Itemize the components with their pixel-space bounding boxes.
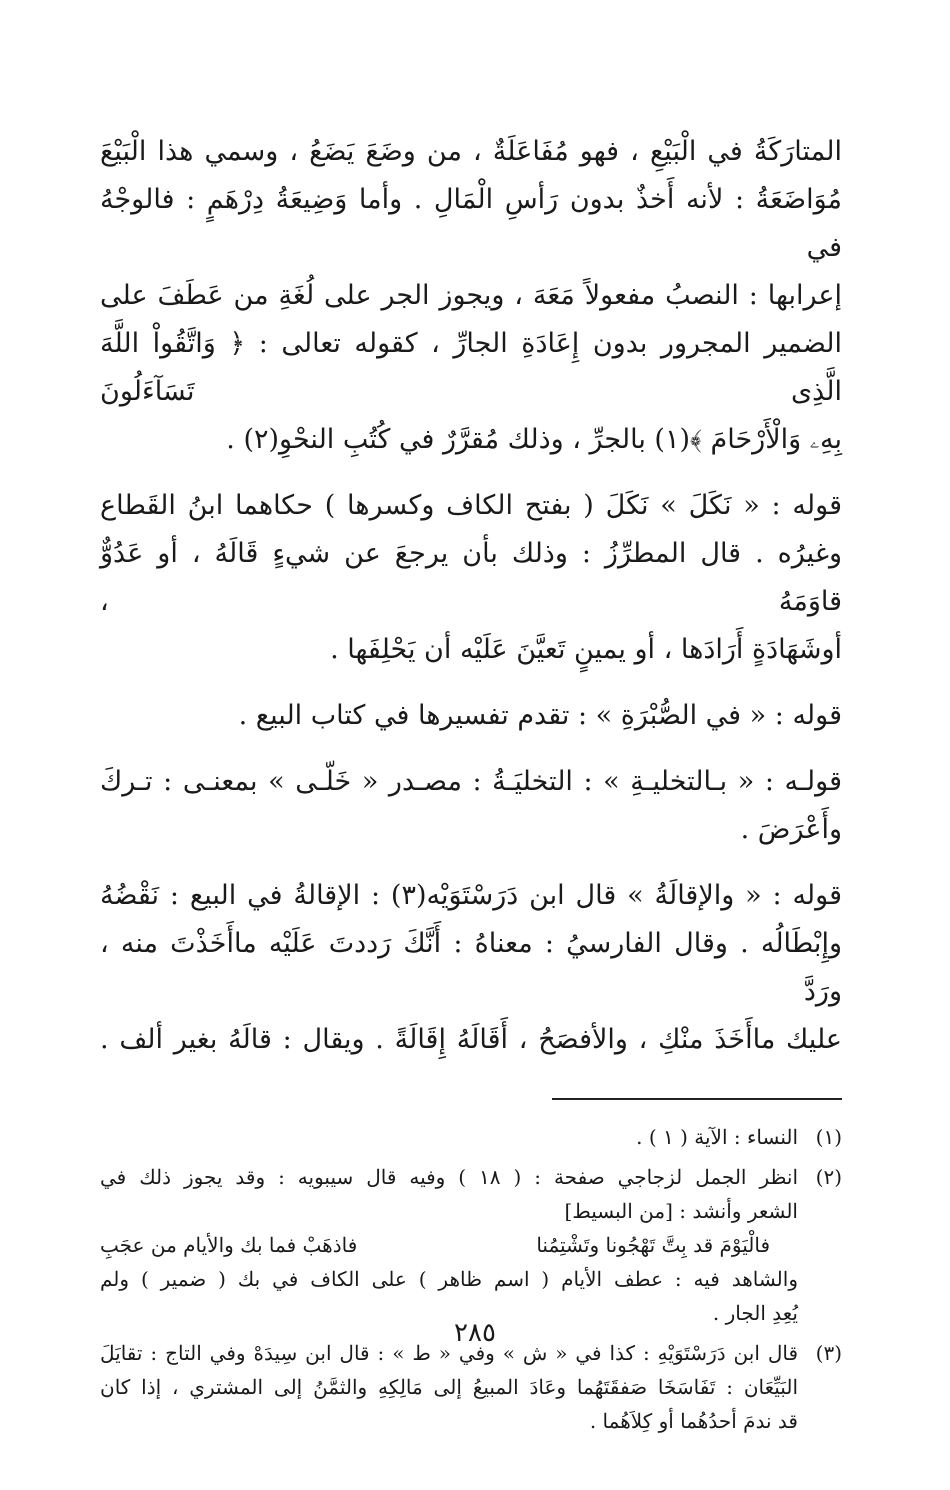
text-line: وإِبْطَالُه . وقال الفارسيُ : معناهُ : أَنَّكَ رَددتَ عَلَيْه ماأَخَذْتَ منه ، ورَدَّ	[100, 928, 842, 1007]
verse-first-hemistich: فالْيَوْمَ قد بِتَّ تَهْجُونا وتَشْتِمُنا	[536, 1233, 770, 1257]
paragraph-4	[100, 758, 842, 854]
footnote-separator	[552, 1098, 842, 1100]
text-line: الضمير المجرور بدون إِعَادَةِ الجارِّ ، كقوله تعالى : ﴿ وَاتَّقُواْ اللَّهَ الَّذِى تَسَآءَلُونَ	[100, 328, 842, 407]
footnote-body	[100, 1160, 798, 1330]
footnote-line: انظر الجمل لزجاجي صفحة : ( ١٨ ) وفيه قال سيبويه : وقد يجوز ذلك في	[100, 1165, 799, 1189]
footnote-line: البَيِّعَان : تَفَاسَخَا صَفقَتَهُما وعَادَ المبيعُ إلى مَالِكِهِ والثمَّنُ إلى المشتري ، إذا كان	[100, 1375, 798, 1399]
paragraph-5	[100, 872, 842, 1064]
page-number: ٢٨٥	[454, 1318, 496, 1348]
text-line: قوله : « في الصُّبْرَةِ » : تقدم تفسيرها في كتاب البيع .	[238, 700, 842, 731]
text-line: بِهِۦ وَالْأَرْحَامَ ﴾(١) بالجرِّ ، وذلك مُقرَّرٌ في كُتُبِ النحْوِ(٢) .	[226, 424, 842, 455]
text-line: قوله : « نَكَلَ » نَكَلَ ( بفتح الكاف وكسرها ) حكاهما ابنُ القَطاع	[100, 490, 842, 521]
footnote-body	[100, 1120, 798, 1154]
text-line: قولـه : « بـالتخليـةِ » : التخليَـةُ : مصـدر « خَلّـى » بمعنـى : تـركَ	[100, 766, 842, 797]
footnote-number: (٢)	[815, 1165, 842, 1189]
footnote-1	[100, 1120, 842, 1154]
footnote-line: النساء : الآية ( ١ ) .	[636, 1125, 798, 1149]
text-line: إعرابها : النصبُ مفعولاً مَعَهَ ، ويجوز الجر على لُغَةِ من عَطَفَ على	[100, 280, 842, 311]
text-line: أوشَهَادَةٍ أَرَادَها ، أو يمينٍ تَعيَّنَ عَلَيْه أن يَحْلِفَها .	[330, 634, 842, 665]
text-line: وأَعْرَضَ .	[740, 814, 842, 845]
footnote-body	[100, 1336, 798, 1438]
footnote-line: الشعر وأنشد : [من البسيط]	[564, 1199, 798, 1223]
footnote-line: قال ابن دَرَسْتَوَيْهِ : كذا في « ش » وفي « ط » : قال ابن سِيدَهْ وفي التاج : تقايَلَ	[100, 1341, 798, 1365]
footnote-number: (١)	[815, 1125, 842, 1149]
paragraph-1	[100, 128, 842, 464]
footnote-2	[100, 1160, 842, 1330]
footnote-line: والشاهد فيه : عطف الأيام ( اسم ظاهر ) على الكاف في بك ( ضمير ) ولم	[100, 1267, 798, 1291]
paragraph-3	[100, 692, 842, 740]
verse-second-hemistich: فاذهَبْ فما بك والأيام من عجَبِ	[100, 1233, 358, 1257]
text-line: المتارَكَةُ في الْبَيْعِ ، فهو مُفَاعَلَةٌ ، من وضَعَ يَضَعُ ، وسمي هذا الْبَيْعَ	[100, 136, 842, 167]
footnote-number: (٣)	[815, 1341, 842, 1365]
text-line: وغيرُه . قال المطرِّزُ : وذلك بأن يرجعَ عن شيءٍ قَالَهُ ، أو عَدُوٌّ قاوَمَهُ ،	[100, 538, 842, 617]
page-content	[100, 128, 842, 1444]
text-line: مُوَاضَعَةُ : لأنه أَخذٌ بدون رَأسِ الْمَالِ . وأما وَضِيعَةُ دِرْهَمٍ : فالوجْهُ في	[100, 184, 842, 263]
paragraph-2	[100, 482, 842, 674]
poetry-verse	[100, 1228, 798, 1262]
footnote-3	[100, 1336, 842, 1438]
text-line: قوله : « والإقالَةُ » قال ابن دَرَسْتَوَيْه(٣) : الإقالةُ في البيع : نَقْضُهُ	[100, 880, 842, 911]
footnotes	[100, 1120, 842, 1438]
text-line: عليك ماأَخَذَ منْكِ ، والأفصَحُ ، أَقَالَهُ إِقَالَةً . ويقال : قالَهُ بغير ألف .	[100, 1024, 842, 1055]
footnote-line: قد ندمَ أحدُهُما أو كِلاَهُما .	[589, 1409, 798, 1433]
footnote-line: يُعِدِ الجار .	[712, 1301, 798, 1325]
